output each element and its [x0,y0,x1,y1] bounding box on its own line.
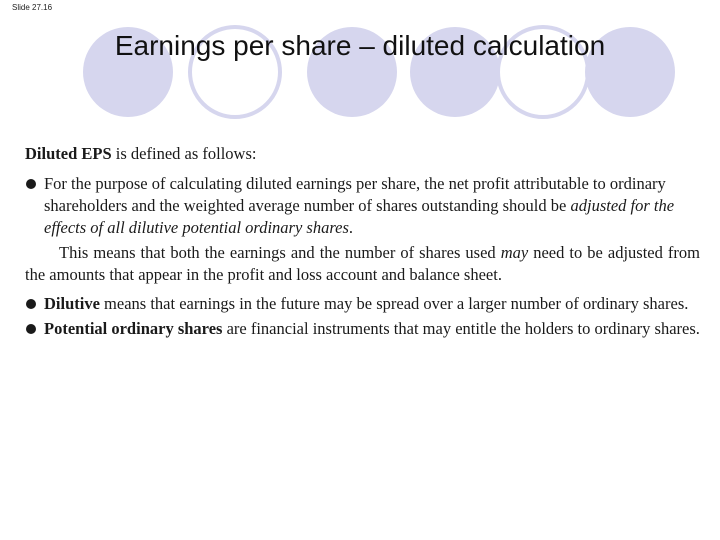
bullet2-text: means that earnings in the future may be spread over a larger number of ordinary shares. [99,294,689,313]
bullet1-end: . [348,218,354,237]
bullet3-text: are financial instruments that may entitle the holders to ordinary shares. [222,319,700,338]
para-part-2: the earnings and the number of shares used [199,243,501,262]
heading-term: Diluted EPS [25,144,112,163]
bullet-icon [26,324,36,334]
bullet-item-3 [25,318,700,340]
heading-rest: is defined as follows: [111,144,257,163]
explanation-paragraph [25,242,700,286]
slide-title: Earnings per share – diluted calculation [114,30,606,61]
para-both: both [170,243,200,262]
bullet2-term: Dilutive [44,294,100,313]
bullet3-term: Potential ordinary shares [44,319,223,338]
bullet1-text: For the purpose of calculating diluted earnings per share, the net profit attributable to ordinary shareholders and the weighted average number of shares outstanding should be [44,174,666,215]
para-part-1: This means that [59,243,171,262]
slide-content [25,143,700,340]
definition-heading [25,143,700,165]
bullet-icon [26,299,36,309]
bullet-icon [26,179,36,189]
slide-number: Slide 27.16 [12,3,53,12]
bullet-item-1 [25,173,700,239]
bullet1-italic: adjusted for the effects of all dilutive potential ordinary shares [44,196,675,237]
bullet-item-2 [25,293,700,315]
para-part-3: need to be adjusted from the amounts that appear in the profit and loss account and balance sheet. [25,243,700,284]
decorative-circles [0,0,720,130]
para-may: may [500,243,529,262]
